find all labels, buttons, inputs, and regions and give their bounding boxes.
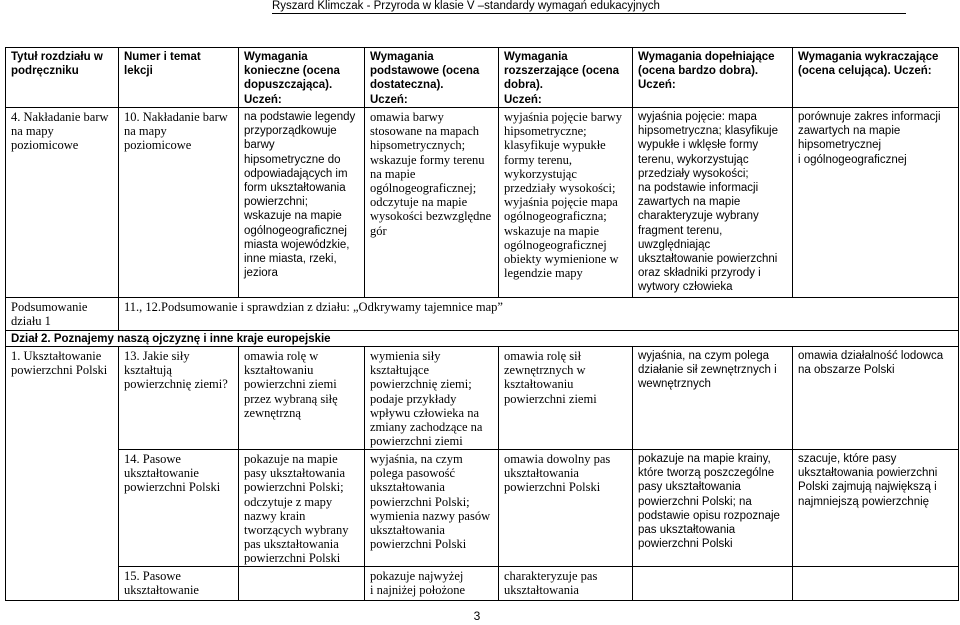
page-header-title: Ryszard Klimczak - Przyroda w klasie V –standardy wymagań edukacyjnych: [272, 0, 906, 14]
extended-requirements-cell: omawia rolę sił zewnętrznych w kształtowaniu powierzchni ziemi: [499, 347, 633, 450]
basic-requirements-cell: pokazuje najwyżej i najniżej położone: [365, 567, 499, 601]
column-header-basic: Wymagania podstawowe (ocena dostateczna). Uczeń:: [365, 48, 499, 108]
extended-requirements-cell: charakteryzuje pas ukształtowania: [499, 567, 633, 601]
lesson-title-cell: 15. Pasowe ukształtowanie: [119, 567, 239, 601]
required-requirements-cell: omawia rolę w kształtowaniu powierzchni ziemi przez wybraną siłę zewnętrzną: [239, 347, 365, 450]
column-header-exceeding: Wymagania wykraczające (ocena celująca). Uczeń:: [793, 48, 959, 108]
extended-requirements-cell: wyjaśnia pojęcie barwy hipsometryczne; klasyfikuje wypukłe formy terenu, wykorzystując przedziały wysokości; wyjaśnia pojęcie mapa ogólnogeograficzna; wskazuje na mapie ogólnogeograficznej obiekty wymienione w legendzie mapy: [499, 108, 633, 298]
summary-lesson-cell: 11., 12.Podsumowanie i sprawdzian z działu: „Odkrywamy tajemnice map”: [119, 298, 959, 331]
summary-chapter-cell: Podsumowanie działu 1: [6, 298, 119, 331]
extended-requirements-cell: omawia dowolny pas ukształtowania powierzchni Polski: [499, 450, 633, 567]
column-header-extended: Wymagania rozszerzające (ocena dobra). Uczeń:: [499, 48, 633, 108]
requirements-table: [5, 47, 959, 601]
basic-requirements-cell: omawia barwy stosowane na mapach hipsometrycznych; wskazuje formy terenu na mapie ogólnogeograficznej; odczytuje na mapie wysokości bezwzględne gór: [365, 108, 499, 298]
lesson-title-cell: 13. Jakie siły kształtują powierzchnię ziemi?: [119, 347, 239, 450]
exceeding-requirements-cell: szacuje, które pasy ukształtowania powierzchni Polski zajmują największą i najmniejszą powierzchnię: [793, 450, 959, 567]
required-requirements-cell: pokazuje na mapie pasy ukształtowania powierzchni Polski; odczytuje z mapy nazwy krain tworzących wybrany pas ukształtowania powierzchni Polski: [239, 450, 365, 567]
column-header-chapter: Tytuł rozdziału w podręczniku: [6, 48, 119, 108]
complementary-requirements-cell: wyjaśnia pojęcie: mapa hipsometryczna; klasyfikuje wypukłe i wklęsłe formy terenu, wykorzystując przedziały wysokości; na podstawie informacji zawartych na mapie charakteryzuje wybrany fragment terenu, uwzględniając ukształtowanie powierzchni oraz składniki przyrody i wytwory człowieka: [633, 108, 793, 298]
basic-requirements-cell: wymienia siły kształtujące powierzchnię ziemi; podaje przykłady wpływu człowieka na zmiany zachodzące na powierzchni ziemi: [365, 347, 499, 450]
exceeding-requirements-cell: [793, 567, 959, 601]
lesson-title-cell: 10. Nakładanie barw na mapy poziomicowe: [119, 108, 239, 298]
column-header-complementary: Wymagania dopełniające (ocena bardzo dobra). Uczeń:: [633, 48, 793, 108]
basic-requirements-cell: wyjaśnia, na czym polega pasowość ukształtowania powierzchni Polski; wymienia nazwy pasów ukształtowania powierzchni Polski: [365, 450, 499, 567]
exceeding-requirements-cell: porównuje zakres informacji zawartych na mapie hipsometrycznej i ogólnogeograficznej: [793, 108, 959, 298]
column-header-lesson: Numer i temat lekcji: [119, 48, 239, 108]
column-header-required: Wymagania konieczne (ocena dopuszczająca). Uczeń:: [239, 48, 365, 108]
page-number: 3: [473, 609, 481, 623]
complementary-requirements-cell: wyjaśnia, na czym polega działanie sił zewnętrznych i wewnętrznych: [633, 347, 793, 450]
exceeding-requirements-cell: omawia działalność lodowca na obszarze Polski: [793, 347, 959, 450]
chapter-title-cell: 4. Nakładanie barw na mapy poziomicowe: [6, 108, 119, 298]
lesson-title-cell: 14. Pasowe ukształtowanie powierzchni Polski: [119, 450, 239, 567]
division-title: Dział 2. Poznajemy naszą ojczyznę i inne kraje europejskie: [6, 331, 959, 347]
required-requirements-cell: [239, 567, 365, 601]
complementary-requirements-cell: [633, 567, 793, 601]
required-requirements-cell: na podstawie legendy przyporządkowuje barwy hipsometryczne do odpowiadających im form ukształtowania powierzchni; wskazuje na mapie ogólnogeograficznej miasta wojewódzkie, inne miasta, rzeki, jeziora: [239, 108, 365, 298]
chapter-title-cell: 1. Ukształtowanie powierzchni Polski: [6, 347, 119, 601]
complementary-requirements-cell: pokazuje na mapie krainy, które tworzą poszczególne pasy ukształtowania powierzchni Polski; na podstawie opisu rozpoznaje pas ukształtowania powierzchni Polski: [633, 450, 793, 567]
